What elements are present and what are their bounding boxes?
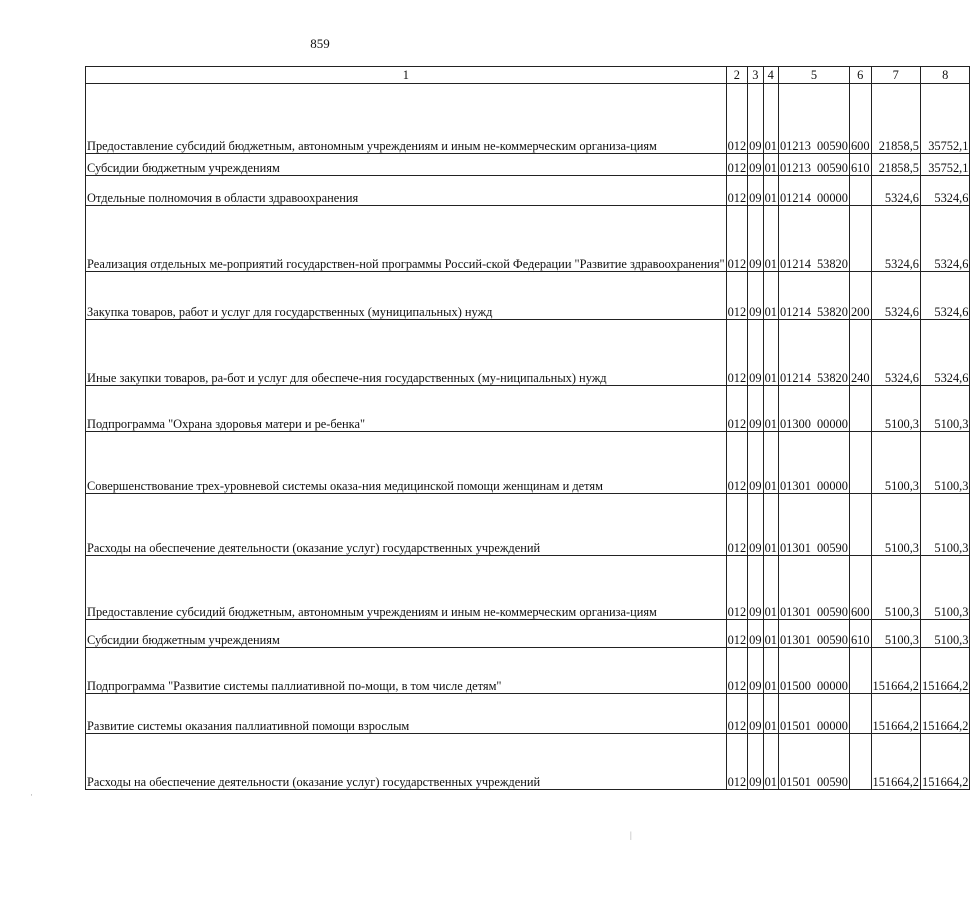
header-cell: 1: [86, 67, 727, 84]
amount-cell-year1: 5324,6: [871, 176, 920, 206]
item-name-cell: [86, 494, 727, 556]
page-number: 859: [310, 36, 330, 51]
item-name: Субсидии бюджетным учреждениям: [87, 161, 280, 175]
code-cell-c2: 012: [726, 694, 748, 734]
amount-cell-year2: 5100,3: [921, 620, 970, 648]
item-name-cell: [86, 206, 727, 272]
scan-mark: |: [630, 830, 632, 840]
item-name-cell: [86, 154, 727, 176]
table-row: [86, 386, 970, 432]
amount-cell-year2: 35752,1: [921, 154, 970, 176]
item-name: Развитие системы оказания паллиативной помощи взрослым: [87, 719, 410, 733]
amount-cell-year1: 5100,3: [871, 386, 920, 432]
item-name-cell: [86, 386, 727, 432]
expense-type-cell: [849, 694, 871, 734]
expense-type-cell: [849, 432, 871, 494]
header-cell: 7: [871, 67, 920, 84]
code-cell-c4: 01: [763, 620, 778, 648]
target-article-cell: [778, 176, 849, 206]
table-row: [86, 176, 970, 206]
item-name: Иные закупки товаров, ра-бот и услуг для обеспече-ния государственных (му-ниципальных) нужд: [87, 371, 607, 385]
code-cell-c2: 012: [726, 206, 748, 272]
target-article-program: 01301: [779, 605, 811, 619]
header-cell: 3: [748, 67, 763, 84]
item-name-cell: [86, 320, 727, 386]
code-cell-c3: 09: [748, 494, 763, 556]
code-cell-c4: 01: [763, 84, 778, 154]
code-cell-c3: 09: [748, 206, 763, 272]
header-cell: 5: [778, 67, 849, 84]
code-cell-c2: 012: [726, 648, 748, 694]
target-article-cell: [778, 734, 849, 790]
item-name: Расходы на обеспечение деятельности (оказание услуг) государственных учреждений: [87, 775, 541, 789]
header-cell: 2: [726, 67, 748, 84]
code-cell-c4: 01: [763, 154, 778, 176]
target-article-direction: 00000: [816, 479, 848, 493]
item-name: Расходы на обеспечение деятельности (оказание услуг) государственных учреждений: [87, 541, 541, 555]
code-cell-c2: 012: [726, 432, 748, 494]
item-name: Подпрограмма "Развитие системы паллиативной по-мощи, в том числе детям": [87, 679, 502, 693]
code-cell-c2: 012: [726, 272, 748, 320]
target-article-direction: 53820: [816, 257, 848, 271]
table-row: [86, 648, 970, 694]
target-article-program: 01501: [779, 775, 811, 789]
table-row: [86, 556, 970, 620]
target-article-direction: 00590: [816, 775, 848, 789]
target-article-program: 01214: [779, 257, 811, 271]
amount-cell-year1: 151664,2: [871, 734, 920, 790]
table-row: [86, 320, 970, 386]
header-row: [86, 67, 970, 84]
target-article-direction: 00000: [816, 191, 848, 205]
code-cell-c4: 01: [763, 386, 778, 432]
code-cell-c3: 09: [748, 556, 763, 620]
amount-cell-year2: 5100,3: [921, 432, 970, 494]
code-cell-c4: 01: [763, 494, 778, 556]
expense-type-cell: 200: [849, 272, 871, 320]
target-article-cell: [778, 694, 849, 734]
amount-cell-year1: 151664,2: [871, 694, 920, 734]
amount-cell-year1: 5100,3: [871, 620, 920, 648]
code-cell-c4: 01: [763, 556, 778, 620]
code-cell-c2: 012: [726, 386, 748, 432]
target-article-direction: 00590: [816, 541, 848, 555]
amount-cell-year1: 5100,3: [871, 432, 920, 494]
amount-cell-year1: 5324,6: [871, 272, 920, 320]
expense-type-cell: [849, 648, 871, 694]
target-article-cell: [778, 272, 849, 320]
target-article-direction: 00590: [816, 605, 848, 619]
table-row: [86, 154, 970, 176]
item-name-cell: [86, 694, 727, 734]
code-cell-c4: 01: [763, 272, 778, 320]
target-article-cell: [778, 620, 849, 648]
code-cell-c4: 01: [763, 648, 778, 694]
target-article-direction: 00590: [816, 161, 848, 175]
target-article-program: 01301: [779, 633, 811, 647]
target-article-program: 01214: [779, 371, 811, 385]
item-name-cell: [86, 734, 727, 790]
code-cell-c2: 012: [726, 154, 748, 176]
item-name: Подпрограмма "Охрана здоровья матери и ре-бенка": [87, 417, 366, 431]
code-cell-c3: 09: [748, 320, 763, 386]
target-article-program: 01300: [779, 417, 811, 431]
item-name-cell: [86, 648, 727, 694]
item-name: Предоставление субсидий бюджетным, автономным учреждениям и иным не-коммерческим организа-циям: [87, 139, 657, 153]
code-cell-c3: 09: [748, 432, 763, 494]
code-cell-c3: 09: [748, 154, 763, 176]
item-name-cell: [86, 556, 727, 620]
target-article-cell: [778, 320, 849, 386]
item-name-cell: [86, 176, 727, 206]
expense-type-cell: 240: [849, 320, 871, 386]
target-article-cell: [778, 432, 849, 494]
item-name: Реализация отдельных ме-роприятий государствен-ной программы Россий-ской Федерации "Развитие здравоохранения": [87, 257, 725, 271]
code-cell-c4: 01: [763, 734, 778, 790]
expense-type-cell: 600: [849, 556, 871, 620]
amount-cell-year1: 5100,3: [871, 556, 920, 620]
target-article-program: 01214: [779, 305, 811, 319]
code-cell-c2: 012: [726, 556, 748, 620]
target-article-direction: 00590: [816, 139, 848, 153]
target-article-cell: [778, 84, 849, 154]
amount-cell-year2: 151664,2: [921, 694, 970, 734]
target-article-cell: [778, 386, 849, 432]
item-name-cell: [86, 84, 727, 154]
target-article-program: 01301: [779, 541, 811, 555]
target-article-program: 01213: [779, 139, 811, 153]
code-cell-c3: 09: [748, 272, 763, 320]
header-cell: 8: [921, 67, 970, 84]
target-article-direction: 00000: [816, 719, 848, 733]
item-name-cell: [86, 432, 727, 494]
amount-cell-year1: 21858,5: [871, 154, 920, 176]
target-article-cell: [778, 556, 849, 620]
code-cell-c4: 01: [763, 176, 778, 206]
code-cell-c3: 09: [748, 648, 763, 694]
table-row: [86, 694, 970, 734]
amount-cell-year2: 5100,3: [921, 494, 970, 556]
code-cell-c2: 012: [726, 734, 748, 790]
code-cell-c3: 09: [748, 84, 763, 154]
target-article-program: 01214: [779, 191, 811, 205]
amount-cell-year2: 5100,3: [921, 386, 970, 432]
code-cell-c4: 01: [763, 694, 778, 734]
code-cell-c2: 012: [726, 620, 748, 648]
target-article-direction: 53820: [816, 305, 848, 319]
amount-cell-year2: 5324,6: [921, 272, 970, 320]
amount-cell-year2: 35752,1: [921, 84, 970, 154]
amount-cell-year2: 5100,3: [921, 556, 970, 620]
expense-type-cell: [849, 206, 871, 272]
code-cell-c2: 012: [726, 320, 748, 386]
amount-cell-year2: 151664,2: [921, 734, 970, 790]
amount-cell-year1: 21858,5: [871, 84, 920, 154]
target-article-cell: [778, 648, 849, 694]
header-cell: 6: [849, 67, 871, 84]
table-row: [86, 432, 970, 494]
target-article-direction: 00590: [816, 633, 848, 647]
amount-cell-year2: 5324,6: [921, 176, 970, 206]
expense-type-cell: [849, 386, 871, 432]
code-cell-c3: 09: [748, 734, 763, 790]
table-row: [86, 620, 970, 648]
expense-type-cell: [849, 494, 871, 556]
code-cell-c3: 09: [748, 620, 763, 648]
target-article-program: 01213: [779, 161, 811, 175]
header-cell: 4: [763, 67, 778, 84]
amount-cell-year1: 151664,2: [871, 648, 920, 694]
item-name: Субсидии бюджетным учреждениям: [87, 633, 280, 647]
target-article-program: 01501: [779, 719, 811, 733]
item-name: Совершенствование трех-уровневой системы оказа-ния медицинской помощи женщинам и детям: [87, 479, 603, 493]
table-row: [86, 206, 970, 272]
code-cell-c3: 09: [748, 694, 763, 734]
code-cell-c2: 012: [726, 84, 748, 154]
item-name: Предоставление субсидий бюджетным, автономным учреждениям и иным не-коммерческим организа-циям: [87, 605, 657, 619]
budget-table: [85, 66, 970, 790]
item-name-cell: [86, 272, 727, 320]
amount-cell-year2: 5324,6: [921, 320, 970, 386]
table-row: [86, 494, 970, 556]
target-article-cell: [778, 154, 849, 176]
target-article-direction: 00000: [816, 679, 848, 693]
amount-cell-year2: 151664,2: [921, 648, 970, 694]
table-row: [86, 734, 970, 790]
expense-type-cell: 600: [849, 84, 871, 154]
code-cell-c3: 09: [748, 176, 763, 206]
code-cell-c2: 012: [726, 176, 748, 206]
code-cell-c4: 01: [763, 320, 778, 386]
target-article-cell: [778, 206, 849, 272]
item-name: Закупка товаров, работ и услуг для государственных (муниципальных) нужд: [87, 305, 493, 319]
amount-cell-year1: 5324,6: [871, 206, 920, 272]
target-article-program: 01301: [779, 479, 811, 493]
target-article-cell: [778, 494, 849, 556]
table-body: [86, 84, 970, 790]
item-name-cell: [86, 620, 727, 648]
table-row: [86, 84, 970, 154]
amount-cell-year1: 5100,3: [871, 494, 920, 556]
code-cell-c4: 01: [763, 432, 778, 494]
amount-cell-year1: 5324,6: [871, 320, 920, 386]
target-article-program: 01500: [779, 679, 811, 693]
target-article-direction: 53820: [816, 371, 848, 385]
expense-type-cell: 610: [849, 154, 871, 176]
code-cell-c2: 012: [726, 494, 748, 556]
expense-type-cell: [849, 734, 871, 790]
amount-cell-year2: 5324,6: [921, 206, 970, 272]
target-article-direction: 00000: [816, 417, 848, 431]
expense-type-cell: 610: [849, 620, 871, 648]
code-cell-c4: 01: [763, 206, 778, 272]
scan-mark: ·: [30, 790, 33, 800]
expense-type-cell: [849, 176, 871, 206]
table-row: [86, 272, 970, 320]
item-name: Отдельные полномочия в области здравоохранения: [87, 191, 359, 205]
code-cell-c3: 09: [748, 386, 763, 432]
